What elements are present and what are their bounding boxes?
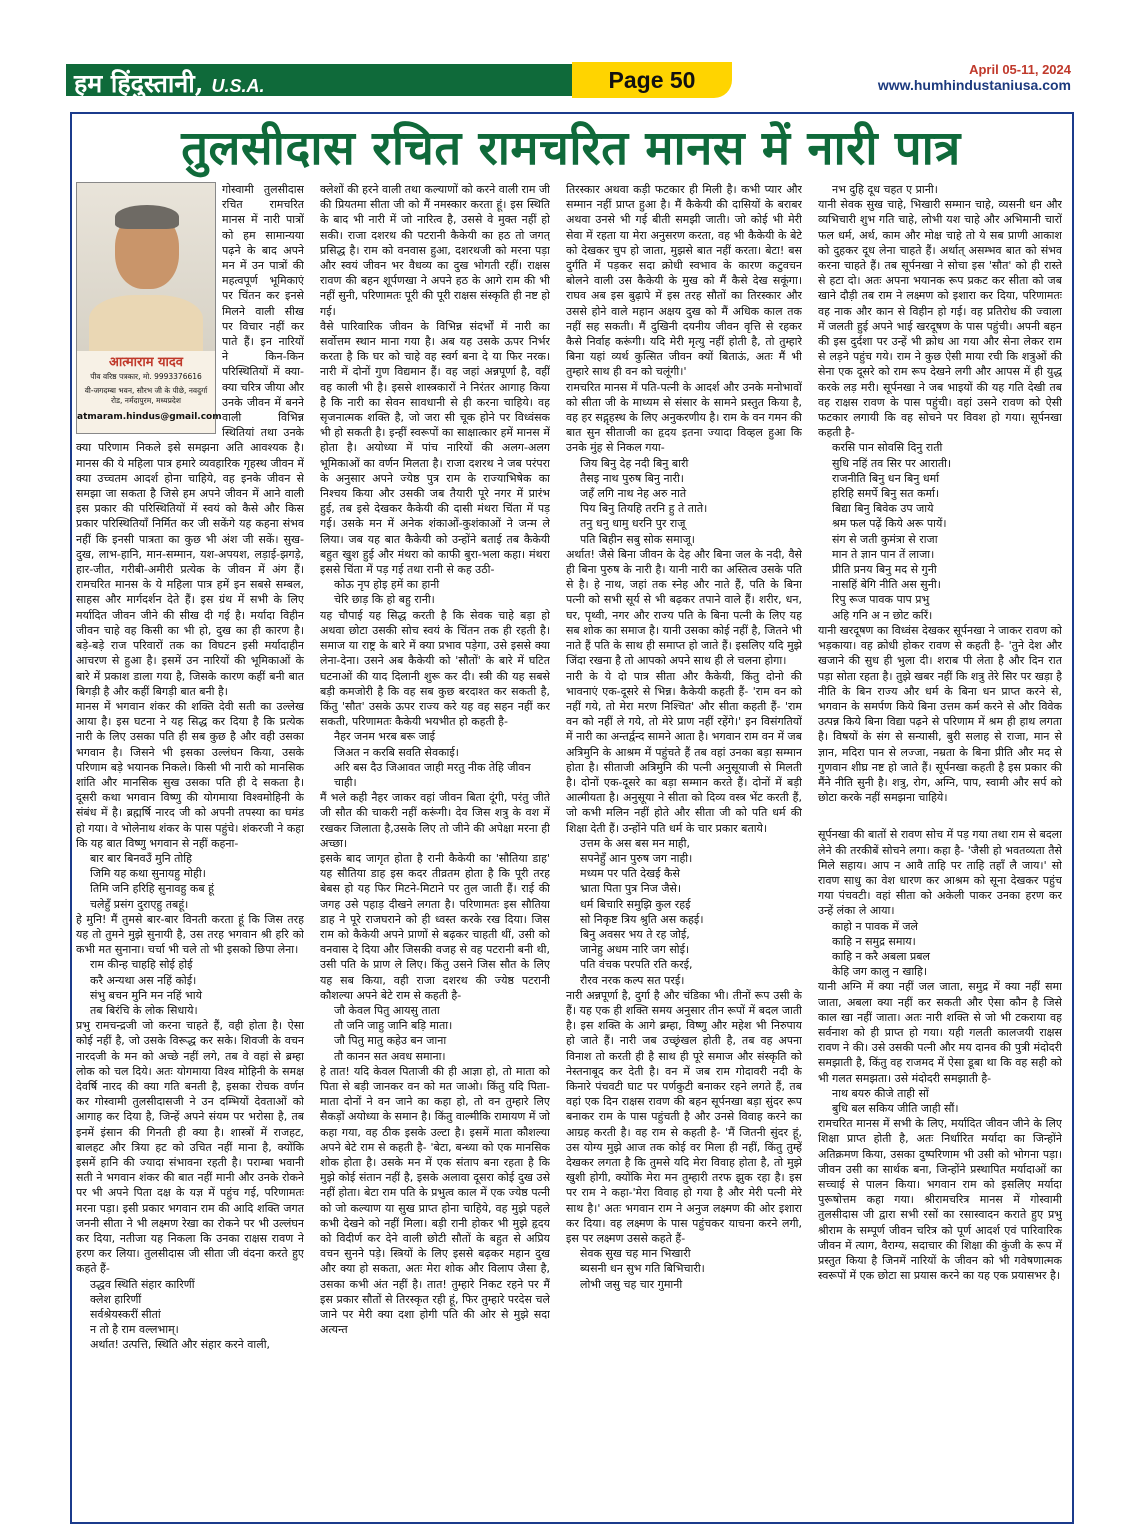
verse-line: भ्राता पिता पुत्र निज जैसे। <box>580 882 682 896</box>
verse-line: राजनीति बिनु धन बिनु धर्मा <box>832 471 940 485</box>
paragraph: नारी के ये दो पात्र सीता और कैकेयी, किंतु दोनो की भावनाएं एक-दूसरे से भिन्न। कैकेयी कहती हैं- 'राम वन को नहीं गये, तो मेरा मरण निश्चित' और सीता कहती हैं- 'राम वन को नहीं ले गये, तो मेरे प्राण नहीं रहेंगे।' इन विसंगतियों में नारी का अन्तर्द्वन्द सामने आता है। भगवान राम वन में जब अत्रिमुनि के आश्रम में पहुंचते हैं तब वहां उनका बड़ा सम्मान होता है। सीताजी अत्रिमुनि की पत्नी अनुसूयाजी से मिलती है। दोनों एक-दूसरे का बड़ा सम्मान करते हैं। दोनों में बड़ी आत्मीयता है। अनुसूया ने सीता को दिव्य वस्त्र भेंट करती हैं, जो कभी मलिन नहीं होते और सीता जी को पति धर्म की शिक्षा देती हैं। उन्होंने पति धर्म के चार प्रकार बताये। <box>566 669 802 835</box>
article-column-4 <box>818 182 1062 1517</box>
verse-line: जौ पितु मातु कहेउ बन जाना <box>334 1034 447 1048</box>
verse-line: जिअत न करबि सवति सेवकाई। <box>334 745 459 759</box>
verse-line: जानेहु अधम नारि जग सोई। <box>580 943 690 957</box>
verse-line: जौ केवल पितु आयसु ताता <box>334 1003 440 1017</box>
paragraph: वैसे पारिवारिक जीवन के विभिन्न संदर्भों में नारी का सर्वोत्तम स्थान माना गया है। अब यह उसके ऊपर निर्भर करता है कि घर को चाहे वह स्वर्ग बना दे या फिर नरक। नारी में दोनों गुण विद्यमान हैं। वह जहां अन्नपूर्णा है, वहीं वह काली भी है। इससे शास्त्रकारों ने निरंतर आगाह किया है कि नारी का सेवन सावधानी से ही करना चाहिये। वह सृजनात्मक शक्ति है, जो जरा सी चूक होने पर विध्वंसक भी हो सकती है। इन्हीं स्वरूपों का साक्षात्कार हमें मानस में होता है। अयोध्या में पांच नारियों की अलग-अलग भूमिकाओं का वर्णन मिलता है। राजा दशरथ ने जब परंपरा के अनुसार अपने ज्येष्ठ पुत्र राम के राज्याभिषेक का निश्चय किया और उसकी जब तैयारी पूरे नगर में प्रारंभ हुई, तब इसे देखकर कैकेयी की दासी मंथरा चिंता में पड़ गई। उसके मन में अनेक शंकाओं-कुशंकाओं ने जन्म ले लिया। जब यह बात कैकेयी को उन्होंने बताई तब कैकेयी बहुत खुश हुई और मंथरा को काफी बुरा-भला कहा। मंथरा इससे चिंता में पड़ गई तथा रानी से कह उठी- <box>320 319 550 577</box>
verse-line: अहि गनि अ न छोट करिं। <box>832 608 933 622</box>
verse-line: नैहर जनम भरब बरू जाई <box>334 730 436 744</box>
verse-line: सुधि नहिं तव सिर पर आराती। <box>832 456 952 470</box>
verse-line: तैसइ नाथ पुरुष बिनु नारी। <box>580 471 684 485</box>
verse-line: नभ दुहि दूध चहत ए प्रानी। <box>832 183 938 196</box>
paragraph: हे मुनि! मैं तुमसे बार-बार विनती करता हूं कि जिस तरह यह तो तुमने मुझे सुनायी है, उस तरह भगवान श्री हरि को कभी मत सुनाना। चर्चा भी चले तो भी इसको छिपा लेना। <box>76 912 304 957</box>
verse-line: करै अन्यथा अस नहिं कोई। <box>90 973 197 987</box>
masthead <box>60 60 1075 100</box>
paragraph: अर्थात! जैसे बिना जीवन के देह और बिना जल के नदी, वैसे ही बिना पुरुष के नारी है। यानी नारी का अस्तित्व उसके पति से है। हे नाथ, जहां तक स्नेह और नाते हैं, पति के बिना पत्नी को सभी सूर्य से भी बढ़कर तपाने वाले हैं। शरीर, धन, घर, पृथ्वी, नगर और राज्य पति के बिना पत्नी के लिए यह सब शोक का समाज है। यानी उसका कोई नहीं है, जितने भी नाते हैं पति के साथ ही समाप्त हो जाते हैं। इसलिए यदि मुझे जिंदा रखना है तो आपको अपने साथ ही ले चलना होगा। <box>566 547 802 668</box>
verse-line: धर्म बिचारि समुझि कुल रहई <box>580 897 691 911</box>
paragraph: यानी अग्नि में क्या नहीं जल जाता, समुद्र में क्या नहीं समा जाता, अबला क्या नहीं कर सकती और ऐसा कौन है जिसे काल खा नहीं जाता। अतः नारी शक्ति से जो भी टकराया वह सर्वनाश को ही प्राप्त हो गया। यही गलती कालजयी राक्षस रावण ने की। उसे उसकी पत्नी और मय दानव की पुत्री मंदोदरी समझाती है, किंतु वह राजमद में ऐसा डूबा था कि वह सही को भी गलत समझता। उसे मंदोदरी समझाती है- <box>818 980 1062 1085</box>
verse-line: रिपु रूज पावक पाप प्रभु <box>832 593 930 607</box>
verse-line: करसि पान सोवसि दिनु राती <box>832 441 943 455</box>
verse-line: काहि न करै अबला प्रबल <box>832 949 931 963</box>
paragraph: इसके बाद जागृत होता है रानी कैकेयी का 'सौतिया डाह' यह सौतिया डाह इस कदर तीव्रतम होता है कि पूरी तरह बेबस हो यह फिर मिटने-मिटाने पर तुल जाती हैं। राई की जगह उसे पहाड़ दीखने लगता है। परिणामतः इस सौतिया डाह ने पूरे राजघराने को ही ध्वस्त करके रख दिया। जिस राम को कैकेयी अपने प्राणों से बढ़कर चाहती थीं, उसी को वनवास दे दिया और जिसकी वजह से वह पटरानी बनी थी, उसी पति के प्राण ले लिए। किंतु उसने जिस सौत के लिए यह सब किया, वही राजा दशरथ की ज्येष्ठ पटरानी कौशल्या अपने बेटे राम से कहती है- <box>320 851 550 1002</box>
verse-line: नाथ बयरु कीजे ताही सों <box>832 1086 929 1100</box>
paragraph: मैं भले कही नैहर जाकर वहां जीवन बिता दूंगी, परंतु जीते जी सौत की चाकरी नहीं करूंगी। देव जिस शत्रु के वश में रखकर जिलाता है,उसके लिए तो जीने की अपेक्षा मरना ही अच्छा। <box>320 791 550 850</box>
paragraph: सूर्पनखा की बातों से रावण सोच में पड़ गया तथा राम से बदला लेने की तरकीबें सोचने लगा। कहा है- 'जैसी हो भवतव्यता तैसे मिले सहाय। आप न आवै ताहि पर ताहि तहाँ लै जाय।' सो रावण साधु का वेश धारण कर आश्रम को सूना देखकर पहुंच गया पंचवटी। वहां सीता को अकेली पाकर उनका हरण कर उन्हें लंका ले आया। <box>818 828 1062 918</box>
verse-line: सो निकृष्ट त्रिय श्रुति अस कहई। <box>580 912 704 926</box>
author-name: आत्माराम यादव <box>108 355 184 370</box>
verse-line: सर्वश्रेयस्करीं सीतां <box>90 1308 161 1322</box>
newspaper-region: U.S.A. <box>211 76 265 96</box>
verse-line: संभु बचन मुनि मन नहिं भाये <box>90 988 202 1002</box>
verse-line: अर्थात! उत्पत्ति, स्थिति और संहार करने वाली, <box>90 1338 271 1352</box>
paragraph: प्रभु रामचन्द्रजी जो करना चाहते हैं, वही होता है। ऐसा कोई नहीं है, जो उसके विरूद्ध कर सके। शिवजी के वचन नारदजी के मन को अच्छे नहीं लगे, तब वे वहां से ब्रम्हा लोक को चल दिये। अतः योगमाया विश्व मोहिनी के समक्ष देवर्षि नारद की क्या गति बनती है, इसका रोचक वर्णन कर गोस्वामी तुलसीदासजी ने उन दम्भियों देवताओं को आगाह कर दिया है, जिन्हें अपने संयम पर भरोसा है, तब इनमें इंसान की गिनती ही क्या है। शास्त्रों में राजहट, बालहट और त्रिया हट को उचित नहीं माना है, क्योंकि इसमें हानि की ज्यादा संभावना रहती है। पराम्बा भवानी सती ने भगवान शंकर की बात नहीं मानी और उनके रोकने पर भी अपने पिता दक्ष के यज्ञ में पहुंच गई, परिणामतः मरना पड़ा। इसी प्रकार भगवान राम की आदि शक्ति जगत जननी सीता ने भी लक्ष्मण रेखा का रोकने पर भी उल्लंघन कर दिया, नतीजा यह निकला कि उनका राक्षस रावण ने हरण कर लिया। तुलसीदास जी सीता जी वंदना करते हुए कहते हैं- <box>76 1019 304 1276</box>
verse-line: प्रीति प्रनय बिनु मद से गुनी <box>832 563 937 577</box>
column-gap <box>818 805 1062 827</box>
verse-line: सपनेहुँ आन पुरुष जग नाही। <box>580 851 693 865</box>
verse-line: हरिहि समर्पे बिनु सत कर्मा। <box>832 487 940 501</box>
verse-line: काहि न समुद्र समाय। <box>832 934 916 948</box>
verse-line: क्लेश हारिणीं <box>90 1292 142 1306</box>
verse-line: तौ कानन सत अवध समाना। <box>334 1049 446 1063</box>
issue-date: April 05-11, 2024 <box>969 62 1071 77</box>
verse-line: बिद्या बिनु बिवेक उप जाये <box>832 502 934 516</box>
paragraph: रामचरित मानस में सभी के लिए, मर्यादित जीवन जीने के लिए शिक्षा प्राप्त होती है, अतः निर्धारित मर्यादा का जिन्होंने अतिक्रमण किया, उसका दुष्परिणाम भी उसी को भोगना पड़ा। जीवन उसी का सार्थक बना, जिन्होंने प्रस्थापित मर्यादाओं का सच्चाई से पालन किया। भगवान राम को इसलिए मर्यादा पुरूषोत्तम कहा गया। श्रीरामचरित्र मानस में गोस्वामी तुलसीदास जी द्वारा सभी रसों का रसास्वादन कराते हुए प्रभु श्रीराम के सम्पूर्ण जीवन चरित्र को पूर्ण आदर्श एवं पारिवारिक जीवन में त्याग, वैराग्य, सदाचार की शिक्षा की कुंजी के रूप में प्रस्तुत किया है जिनमें नारियों के जीवन को भी गवेषणात्मक स्वरूपों में एक छोटा सा प्रयास करने का यह एक प्रयासभर है। <box>818 1117 1062 1283</box>
verse-line: सेवक सुख चह मान भिखारी <box>580 1247 691 1261</box>
verse-line: उद्धव स्थिति संहार कारिणीं <box>90 1277 195 1291</box>
article-column-3 <box>566 182 802 1517</box>
article-headline: तुलसीदास रचित रामचरित मानस में नारी पात्र <box>181 121 961 176</box>
verse-line: बार बार बिनवउँ मुनि तोहि <box>90 851 192 865</box>
verse-line: नासहिं बेगि नीति अस सुनी। <box>832 578 941 592</box>
verse-line: संग से जती कुमंत्रा से राजा <box>832 532 938 546</box>
verse-line: जिय बिनु देह नदी बिनु बारी <box>580 456 689 470</box>
author-details: पीव वरिष्ठ पत्रकार, मो. 9993376616 <box>90 372 202 382</box>
verse-line: राम कीन्ह चाहहि सोई होई <box>90 958 193 972</box>
verse-line: मान ते ज्ञान पान तें लाजा। <box>832 547 935 561</box>
author-email[interactable]: atmaram.hindus@gmail.com <box>77 412 222 423</box>
paragraph: यानी सेवक सुख चाहे, भिखारी सम्मान चाहे, व्यसनी धन और व्यभिचारी शुभ गति चाहे, लोभी यश चाहे और अभिमानी चारों फल धर्म, अर्थ, काम और मोक्ष चाहे तो ये सब प्राणी आकाश को दुहकर दूध लेना चाहते हैं। अर्थात् असम्भव बात को संभव करना चाहते हैं। तब सूर्पनखा ने सोचा इस 'सौत' को ही रास्ते से हटा दो। अतः अपना भयानक रूप प्रकट कर सीता को जब खाने दौड़ी तब राम ने लक्ष्मण को इशारा कर दिया, परिणामतः वह नाक और कान से विहीन हो गई। वह प्रतिरोध की ज्वाला में जलती हुई अपने भाई खरदूषण के पास पहुंची। अपनी बहन की इस दुर्दशा पर उन्हें भी क्रोध आ गया और सेना लेकर राम से लड़ने पहुंच गये। राम ने कुछ ऐसी माया रची कि शत्रुओं की सेना एक दूसरे को राम रूप देखने लगी और आपस में ही युद्ध करके लड़ मरी। सूर्पनखा ने जब भाइयों की यह गति देखी तब वह राक्षस रावण के पास पहुंची। वहां उसने रावण को ऐसी फटकार लगायी कि वह सोचने पर विवश हो गया। सूर्पनखा कहती है- <box>818 198 1062 440</box>
paragraph: यह चौपाई यह सिद्ध करती है कि सेवक चाहे बड़ा हो अथवा छोटा उसकी सोच स्वयं के चिंतन तक ही रहती है। समाज या राष्ट्र के बारे में क्या प्रभाव पड़ेगा, उसे इससे क्या लेना-देना। उसने अब कैकेयी को 'सौतों' के बारे में घटित घटनाओं की याद दिलानी शुरू कर दी। स्त्री की यह सबसे बड़ी कमजोरी है कि वह सब कुछ बरदाश्त कर सकती है, किंतु 'सौत' उसके ऊपर राज्य करे यह वह सहन नहीं कर सकती, परिणामतः कैकेयी भयभीत हो कहती है- <box>320 608 550 729</box>
verse-line: ब्यसनी धन सुभ गति बिभिचारी। <box>580 1262 705 1276</box>
verse-line: पिय बिनु तियहि तरनि हु ते ताते। <box>580 502 708 516</box>
page-number-badge: Page 50 <box>572 62 732 98</box>
author-address: वी-जगदम्बा भवन, सौरभ जी के पीछे, नवदुर्गा रोड, नर्मदापुरम, मध्यप्रदेश <box>84 386 208 406</box>
website-link[interactable]: www.humhindustaniusa.com <box>877 77 1071 93</box>
verse-line: पति वंचक परपति रति करई, <box>580 958 693 972</box>
verse-line: बुधि बल सकिय जीति जाही सौं। <box>832 1101 959 1115</box>
verse-line: अरि बस दैउ जिआवत जाही मरतु नीक तेहि जीवन चाही। <box>334 760 531 789</box>
author-box <box>76 182 222 434</box>
verse-line: श्रम फल पढ़ें किये अरू पायें। <box>832 517 947 531</box>
paragraph: तिरस्कार अथवा कड़ी फटकार ही मिली है। कभी प्यार और सम्मान नहीं प्राप्त हुआ है। मैं कैकेयी की दासियों के बराबर अथवा उनसे भी गई बीती समझी जाती। जो कोई भी मेरी सेवा में रहता या मेरा अनुसरण करता, वह भी कैकेयी के बेटे को देखकर चुप हो जाता, मुझसे बात नहीं करता। बेटा! बस दुर्गति में पड़कर सदा क्रोधी स्वभाव के कारण कटुवचन बोलने वाली उस कैकेयी के मुख को मैं कैसे देख सकूंगा। राघव अब इस बुढ़ापे में इस तरह सौतों का तिरस्कार और उससे होने वाले महान अक्षय दुख को मैं अधिक काल तक नहीं सह सकती। मैं दुखिनी दयनीय जीवन वृत्ति से रहकर कैसे निर्वाह करूंगी। यदि मेरी मृत्यु नहीं होती है, तो तुम्हारे बिना यहां व्यर्थ कुत्सित जीवन क्यों बिताऊं, अतः मैं भी तुम्हारे साथ ही वन को चलूंगी।' <box>566 183 802 379</box>
verse-line: पति बिहीन सबु सोक समाजू। <box>580 532 695 546</box>
article-column-2 <box>320 182 550 1517</box>
verse-line: न तो है राम वल्लभाम्। <box>90 1323 179 1337</box>
verse-line: तौ जनि जाहु जानि बड़ि माता। <box>334 1019 453 1033</box>
paragraph: रामचरित मानस में पति-पत्नी के आदर्श और उनके मनोभावों को सीता जी के माध्यम से संसार के सामने प्रस्तुत किया है, वह हर सद्गृहस्थ के लिए अनुकरणीय है। राम के वन गमन की बात सुन सीताजी का हृदय इतना ज्यादा विव्हल हुआ कि उनके मुंह से निकल गया- <box>566 380 802 455</box>
author-photo <box>77 183 215 351</box>
verse-line: केहि जग कालु न खाहि। <box>832 965 928 979</box>
verse-line: उत्तम के अस बस मन माही, <box>580 836 690 850</box>
verse-line: तनु धनु धामु धरनि पुर राजू <box>580 517 686 531</box>
paragraph: मानस में भगवान शंकर की शक्ति देवी सती का उल्लेख आया है। इस घटना ने यह सिद्ध कर दिया है कि प्रत्येक नारी के लिए उसका पति ही सब कुछ है और वही उसका भगवान है। जिसने भी इसका उल्लंघन किया, उसके परिणाम बड़े भयानक निकले। किसी भी नारी को मानसिक शांति और मानसिक सुख उसका पति ही दे सकता है। दूसरी कथा भगवान विष्णु की योगमाया विश्वमोहिनी के संबंध में है। ब्रह्मर्षि नारद जी को अपनी तपस्या का घमंड हो गया। वे भोलेनाथ शंकर के पास पहुंचे। शंकरजी ने कहा कि यह बात विष्णु भगवान से नहीं कहना- <box>76 699 304 850</box>
paragraph: गोस्वामी तुलसीदास रचित रामचरित मानस में नारी पात्रों को हम सामान्यया पढ़ने के बाद अपने मन में उन पात्रों की महत्वपूर्ण भूमिकाएं पर चिंतन कर इनसे मिलने वाली सीख पर विचार नहीं कर पाते हैं। इन नारियों ने किन-किन परिस्थितियों में क्या-क्या चरित्र जीया और उनके जीवन में बनने वाली विभिन्न स्थितियां तथा उनके क्या परिणाम निकले इसे समझना अति आवश्यक है। मानस की ये महिला पात्र हमारे व्यवहारिक गृहस्थ जीवन में क्या उच्चतम आदर्श होना चाहिये, वह इनके जीवन से समझा जा सकता है जिसे हम अपने जीवन में आने वाली इस प्रकार की परिस्थितियों में स्वयं को कैसे और किस प्रकार परिस्थितियाँ निर्मित कर जी सकेंगे यह कहना संभव नहीं कि इनसी पात्रता का कुछ भी अंश जी सकें। सुख-दुख, लाभ-हानि, मान-सम्मान, यश-अपयश, लड़ाई-झगड़े, हार-जीत, गरीबी-अमीरी प्रत्येक के जीवन में अंग हैं। रामचरित मानस के ये महिला पात्र हमें इन सबसे सम्बल, साहस और मार्गदर्शन देते हैं। इस ग्रंथ में सभी के लिए मर्यादित जीवन जीने की सीख दी गई है। मर्यादा विहीन जीवन चाहे वह किसी का भी हो, दुख का ही कारण है। बड़े-बड़े राज परिवारों तक का विघटन इसी मर्यादाहीन आचरण से हुआ है। इसमें उन नारियों की भूमिकाओं के बारे में प्रकाश डाला गया है, जिसके कारण कहीं बनी बात बिगड़ी है और कहीं बिगड़ी बात बनी है। <box>76 183 304 698</box>
verse-line: जहँ लगि नाथ नेह अरु नाते <box>580 487 687 501</box>
newspaper-title: हम हिंदुस्तानी, U.S.A. <box>74 69 265 98</box>
verse-line: जिमि यह कथा सुनायहु मोही। <box>90 867 206 881</box>
paragraph: क्लेशों की हरने वाली तथा कल्याणों को करने वाली राम जी की प्रियतमा सीता जी को मैं नमस्कार करता हूं। इस स्थिति के बाद भी नारी में जो नारित्व है, उससे वे मुक्त नहीं हो सकी। राजा दशरथ की पटरानी कैकेयी का हठ तो जगत् प्रसिद्ध है। राम को वनवास हुआ, दशरथजी को मरना पड़ा और स्वयं जीवन भर वैधव्य का दुख भोगती रहीं। राक्षस रावण की बहन शूर्पणखा ने अपने हठ के आगे राम की भी नहीं सुनी, परिणामतः पूरी की पूरी राक्षस संस्कृति ही नष्ट हो गई। <box>320 183 550 318</box>
article-column-1 <box>76 182 304 1517</box>
verse-line: तिमि जनि हरिहि सुनावहु कब हूं <box>90 882 214 896</box>
paragraph: हे तात! यदि केवल पिताजी की ही आज्ञा हो, तो माता को पिता से बड़ी जानकर वन को मत जाओ। किंतु यदि पिता-माता दोनों ने वन जाने का कहा हो, तो वन तुम्हारे लिए सैकड़ों अयोध्या के समान है। किंतु वाल्मीकि रामायण में जो कहा गया, वह ठीक इसके उल्टा है। इसमें माता कौशल्या अपने बेटे राम से कहती है- 'बेटा, बन्ध्या को एक मानसिक शोक होता है। उसके मन में एक संताप बना रहता है कि मुझे कोई संतान नहीं है, इसके अलावा दूसरा कोई दुख उसे नहीं होता। बेटा राम पति के प्रभुत्व काल में एक ज्येष्ठ पत्नी को जो कल्याण या सुख प्राप्त होना चाहिये, वह मुझे पहले कभी देखने को नहीं मिला। बड़ी रानी होकर भी मुझे हृदय को विदीर्ण कर देने वाली छोटी सौतों के बहुत से अप्रिय वचन सुनने पड़े। स्त्रियों के लिए इससे बढ़कर महान दुख और क्या हो सकता, अतः मेरा शोक और विलाप जैसा है, उसका कभी अंत नहीं है। तात! तुम्हारे निकट रहने पर मैं इस प्रकार सौतों से तिरस्कृत रही हूं, फिर तुम्हारे परदेस चले जाने पर मेरी क्या दशा होगी पति की ओर से मुझे सदा अत्यन्त <box>320 1064 550 1337</box>
verse-line: लोभी जसु चह चार गुमानी <box>580 1277 683 1291</box>
paragraph: यानी खरदूषण का विध्वंस देखकर सूर्पनखा ने जाकर रावण को भड़काया। वह क्रोधी होकर रावण से कहती है- 'तुने देश और खजाने की सुध ही भुला दी। शराब पी लेता है और दिन रात पड़ा सोता रहता है। तुझे खबर नहीं कि शत्रु तेरे सिर पर खड़ा है नीति के बिन राज्य और धर्म के बिना धन प्राप्त करने से, भगवान के समर्पण किये बिना उत्तम कर्म करने से और विवेक उत्पन्न किये बिना विद्या पढ़ने से परिणाम में श्रम ही हाथ लगता है। विषयों के संग से सन्यासी, बुरी सलाह से राजा, मान से ज्ञान, मदिरा पान से लज्जा, नम्रता के बिना प्रीति और मद से गुणवान शीघ्र नष्ट हो जाते हैं। सूर्पनखा कहती है इस प्रकार की मैंने नीति सुनी है। शत्रु, रोग, अग्नि, पाप, स्वामी और सर्प को छोटा करके नहीं समझना चाहिये। <box>818 623 1062 805</box>
masthead-info <box>878 62 1071 93</box>
verse-line: तब बिरंचि के लोक सिधाये। <box>90 1003 198 1017</box>
verse-line: मध्यम पर पति देखई कैसे <box>580 867 680 881</box>
verse-line: कोऊ नृप होइ हमें का हानी <box>334 578 440 592</box>
verse-line: बिनु अवसर भय ते रह जोई, <box>580 927 690 941</box>
verse-line: रौरव नरक कल्प सत परई। <box>580 973 685 987</box>
verse-line: चेरि छाड़ कि हो बहु रानी। <box>334 593 435 607</box>
verse-line: चलेहुँ प्रसंग दुराएहु तबहूं। <box>90 897 189 911</box>
masthead-banner <box>66 64 586 96</box>
verse-line: काहो न पावक में जले <box>832 919 918 933</box>
paragraph: नारी अन्नपूर्णा है, दुर्गा है और चंडिका भी। तीनों रूप उसी के हैं। यह एक ही शक्ति समय अनुसार तीन रूपों में बदल जाती है। इस शक्ति के आगे ब्रम्हा, विष्णु और महेश भी निरुपाय हो जाते हैं। नारी जब उच्छृंखल होती है, तब वह अपना विनाश तो करती ही है साथ ही पूरे समाज और संस्कृति को नेस्तनाबूद कर देती है। वन में जब राम गोदावरी नदी के किनारे पंचवटी घाट पर पर्णकुटी बनाकर रहने लगते हैं, तब वहां एक दिन राक्षस रावण की बहन सूर्पनखा बड़ा सुंदर रूप बनाकर राम के पास पहुंचती है और उनसे विवाह करने का आग्रह करती है। वह राम से कहती है- 'मैं जितनी सुंदर हूं, उस योग्य मुझे आज तक कोई वर मिला ही नहीं, किंतु तुम्हें देखकर लगता है कि तुमसे यदि मेरा विवाह होता है, तो मुझे खुशी होगी, क्योंकि मेरा मन तुम्हारी तरफ झुक रहा है। इस पर राम ने कहा-'मेरा विवाह हो गया है और मेरी पत्नी मेरे साथ है।' अतः भगवान राम ने अनुज लक्ष्मण की ओर इशारा कर दिया। वह लक्ष्मण के पास पहुंचकर याचना करने लगी, इस पर लक्ष्मण उससे कहते हैं- <box>566 988 802 1246</box>
